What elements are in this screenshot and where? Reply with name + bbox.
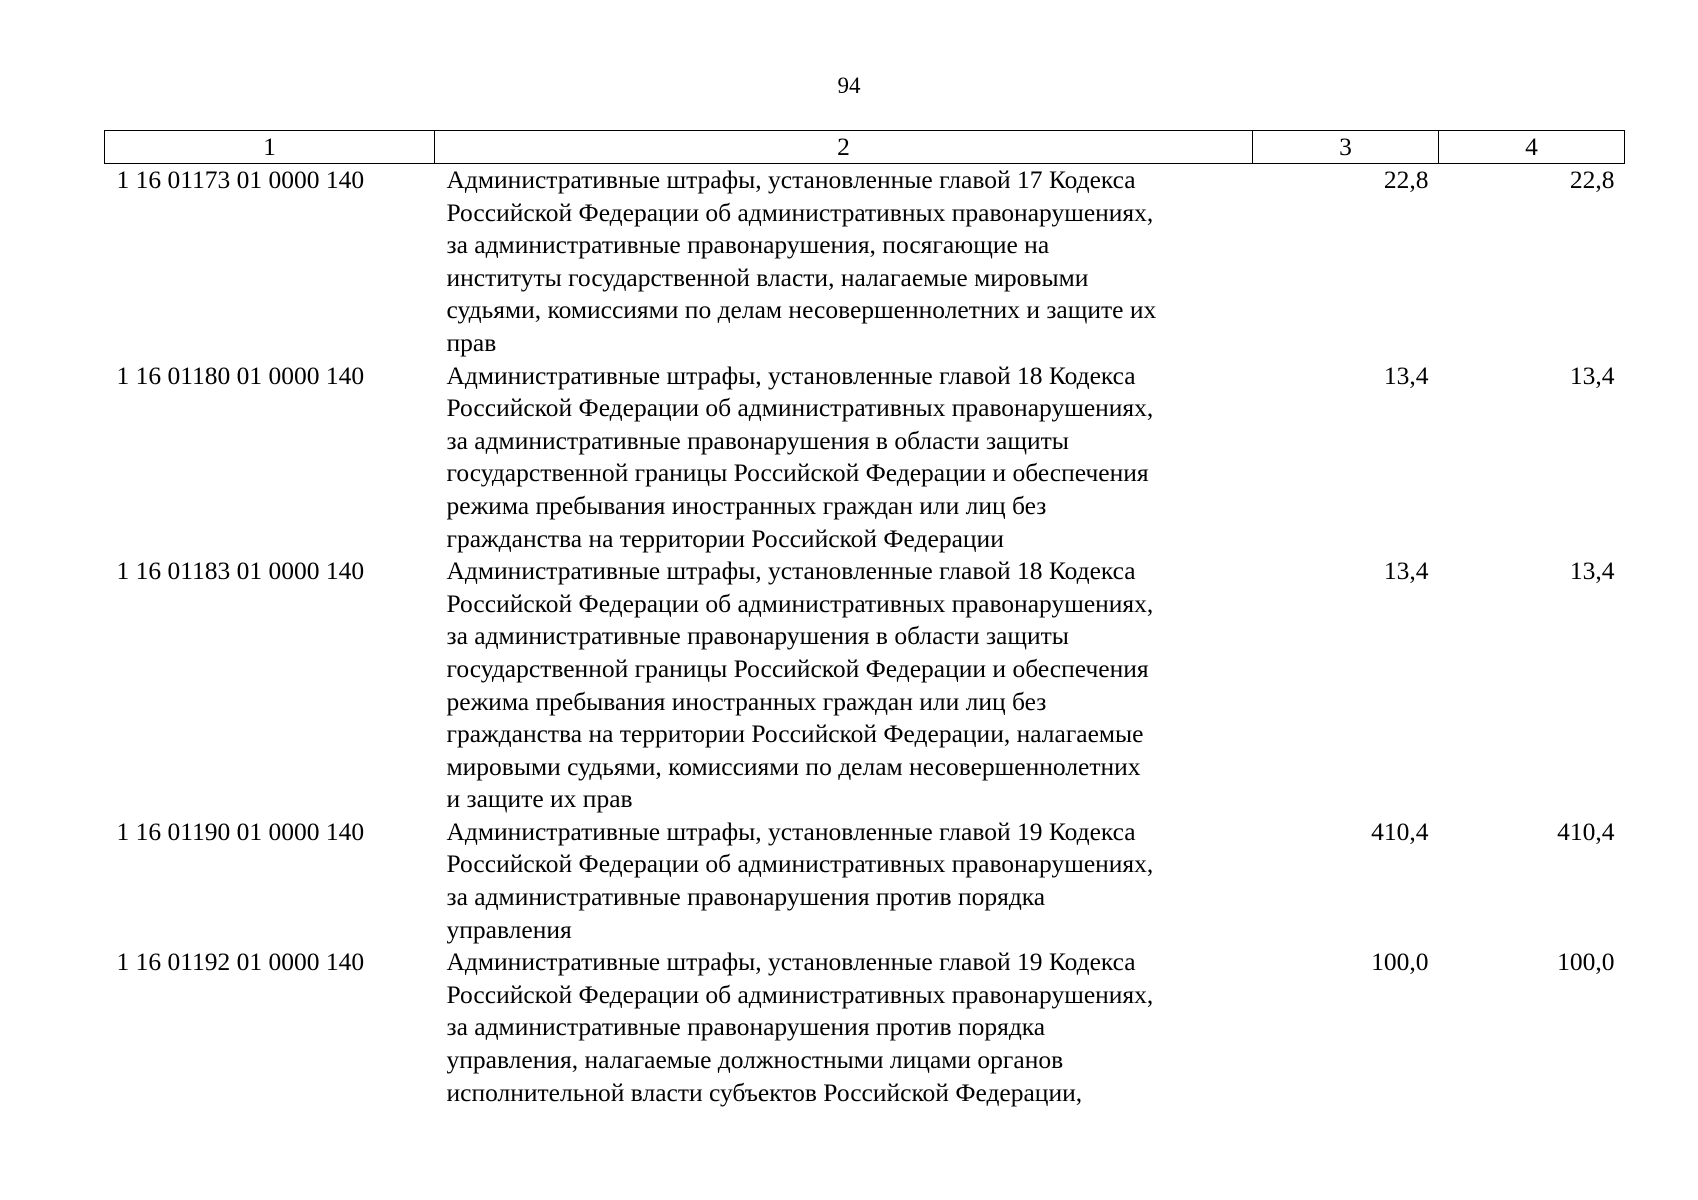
row-code: 1 16 01180 01 0000 140 bbox=[116, 360, 365, 390]
row-value-col3: 100,0 bbox=[1371, 947, 1429, 977]
description-line: государственной границы Российской Федерации и обеспечения bbox=[446, 458, 1149, 488]
row-code: 1 16 01192 01 0000 140 bbox=[116, 947, 365, 977]
description-line: Административные штрафы, установленные главой 18 Кодекса bbox=[446, 556, 1136, 586]
row-value-col4: 22,8 bbox=[1569, 165, 1615, 194]
description-line: за административные правонарушения против порядка bbox=[446, 1012, 1046, 1042]
description-line: исполнительной власти субъектов Российской Федерации, bbox=[446, 1077, 1083, 1107]
row-description bbox=[435, 816, 1253, 946]
column-header-4: 4 bbox=[1439, 131, 1625, 164]
table-row bbox=[105, 164, 1625, 360]
row-value-col3: 22,8 bbox=[1383, 165, 1429, 194]
table-header bbox=[105, 131, 1625, 164]
description-line: и защите их прав bbox=[446, 784, 633, 814]
description-line: управления, налагаемые должностными лицами органов bbox=[446, 1045, 1064, 1075]
description-line: судьями, комиссиями по делам несовершеннолетних и защите их bbox=[446, 295, 1157, 325]
description-line: прав bbox=[446, 327, 497, 357]
header-row bbox=[105, 131, 1625, 164]
table-row bbox=[105, 360, 1625, 556]
description-line: Российской Федерации об административных правонарушениях, bbox=[446, 588, 1154, 618]
description-line: управления bbox=[446, 914, 572, 944]
row-value-col4: 13,4 bbox=[1569, 360, 1615, 390]
description-line: Российской Федерации об административных правонарушениях, bbox=[446, 197, 1154, 227]
row-description bbox=[435, 946, 1253, 1109]
row-value-col4: 13,4 bbox=[1569, 556, 1615, 586]
budget-table bbox=[104, 130, 1625, 1109]
column-header-1: 1 bbox=[105, 131, 435, 164]
description-line: Российской Федерации об административных правонарушениях, bbox=[446, 979, 1154, 1009]
description-line: Административные штрафы, установленные главой 19 Кодекса bbox=[446, 947, 1136, 977]
table-row bbox=[105, 555, 1625, 816]
description-line: гражданства на территории Российской Федерации, налагаемые bbox=[446, 719, 1144, 749]
row-description bbox=[435, 360, 1253, 556]
description-line: режима пребывания иностранных граждан или лиц без bbox=[446, 490, 1047, 520]
description-line: за административные правонарушения против порядка bbox=[446, 882, 1046, 912]
row-description bbox=[435, 164, 1253, 360]
description-line: Российской Федерации об административных правонарушениях, bbox=[446, 393, 1154, 423]
description-line: режима пребывания иностранных граждан или лиц без bbox=[446, 686, 1047, 716]
row-value-col4: 410,4 bbox=[1557, 816, 1615, 846]
row-value-col3: 13,4 bbox=[1383, 360, 1429, 390]
page-number: 94 bbox=[837, 73, 861, 98]
table-row bbox=[105, 816, 1625, 946]
column-header-3: 3 bbox=[1253, 131, 1439, 164]
description-line: за административные правонарушения, посягающие на bbox=[446, 230, 1050, 260]
row-code: 1 16 01190 01 0000 140 bbox=[116, 816, 365, 846]
row-description bbox=[435, 555, 1253, 816]
description-line: за административные правонарушения в области защиты bbox=[446, 621, 1069, 651]
description-line: Российской Федерации об административных правонарушениях, bbox=[446, 849, 1154, 879]
description-line: мировыми судьями, комиссиями по делам несовершеннолетних bbox=[446, 751, 1141, 781]
row-code: 1 16 01173 01 0000 140 bbox=[116, 165, 365, 194]
column-header-2: 2 bbox=[435, 131, 1253, 164]
row-value-col3: 13,4 bbox=[1383, 556, 1429, 586]
description-line: Административные штрафы, установленные главой 17 Кодекса bbox=[446, 165, 1136, 194]
description-line: гражданства на территории Российской Федерации bbox=[446, 523, 1004, 553]
description-line: институты государственной власти, налагаемые мировыми bbox=[446, 262, 1089, 292]
row-code: 1 16 01183 01 0000 140 bbox=[116, 556, 365, 586]
description-line: за административные правонарушения в области защиты bbox=[446, 425, 1069, 455]
row-value-col3: 410,4 bbox=[1371, 816, 1429, 846]
row-value-col4: 100,0 bbox=[1557, 947, 1615, 977]
table-body bbox=[105, 164, 1625, 1110]
table-row bbox=[105, 946, 1625, 1109]
description-line: Административные штрафы, установленные главой 18 Кодекса bbox=[446, 360, 1136, 390]
description-line: Административные штрафы, установленные главой 19 Кодекса bbox=[446, 816, 1136, 846]
description-line: государственной границы Российской Федерации и обеспечения bbox=[446, 653, 1149, 683]
